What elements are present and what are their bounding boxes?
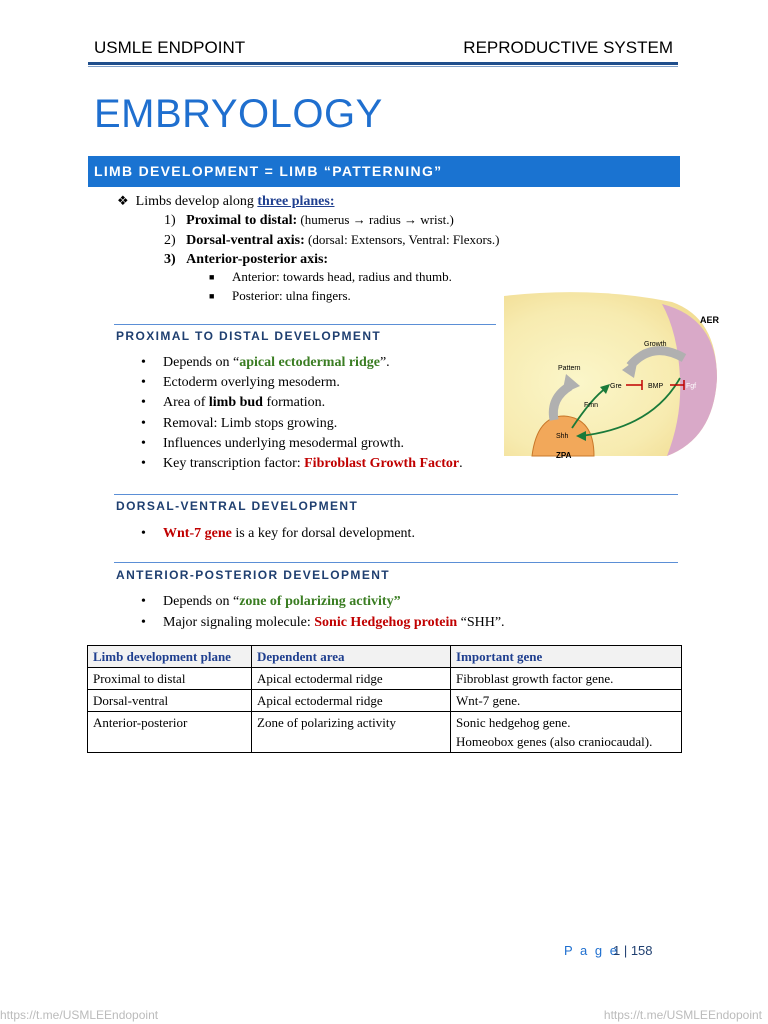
section-rule (114, 494, 678, 495)
zpa-label: ZPA (556, 451, 572, 460)
table-header-row (88, 646, 682, 668)
page-word: P a g e (564, 943, 619, 958)
table-cell: Apical ectodermal ridge (252, 690, 451, 712)
ap-bullet-1: Depends on “zone of polarizing activity” (163, 594, 401, 609)
bullet-icon: • (141, 526, 146, 541)
pd-heading: PROXIMAL TO DISTAL DEVELOPMENT (116, 329, 382, 343)
table-row (88, 668, 682, 690)
table-cell: Zone of polarizing activity (252, 712, 451, 753)
bmp-label: BMP (648, 383, 664, 390)
table-cell: Sonic hedgehog gene. Homeobox genes (also craniocaudal). (451, 712, 682, 753)
table-row (88, 690, 682, 712)
pd-bullet-1: Depends on “apical ectodermal ridge”. (163, 355, 390, 370)
table-cell: Apical ectodermal ridge (252, 668, 451, 690)
aer-label: AER (700, 315, 720, 325)
table-cell: Dorsal-ventral (88, 690, 252, 712)
section-rule (114, 324, 496, 325)
section-rule (114, 562, 678, 563)
table-header: Limb development plane (88, 646, 252, 668)
table-row (88, 712, 682, 753)
bullet-icon: • (141, 375, 146, 390)
plane-item-2: 2) Dorsal-ventral axis: (dorsal: Extensors, Ventral: Flexors.) (164, 232, 500, 248)
watermark-right[interactable]: https://t.me/USMLEEndopoint (603, 1008, 762, 1022)
diamond-bullet-icon: ❖ (117, 193, 129, 208)
growth-label: Growth (644, 341, 667, 348)
table-cell: Proximal to distal (88, 668, 252, 690)
plane-item-1: 1) Proximal to distal: (humerus → radius → wrist.) (164, 212, 454, 228)
bullet-icon: • (141, 594, 146, 609)
header-rule-thin (88, 66, 678, 67)
intro-line: ❖ Limbs develop along three planes: (117, 193, 335, 209)
section-banner: LIMB DEVELOPMENT = LIMB “PATTERNING” (88, 156, 680, 187)
limb-bud-diagram (502, 288, 732, 463)
bullet-icon: • (141, 355, 146, 370)
pd-bullet-4: Removal: Limb stops growing. (163, 416, 338, 431)
header-left: USMLE ENDPOINT (94, 38, 246, 57)
table-header: Dependent area (252, 646, 451, 668)
bullet-icon: • (141, 416, 146, 431)
fmn-label: Fmn (584, 402, 598, 409)
table-cell: Fibroblast growth factor gene. (451, 668, 682, 690)
dv-bullet-1: Wnt-7 gene is a key for dorsal development. (163, 526, 415, 541)
bullet-icon: • (141, 395, 146, 410)
table-cell: Wnt-7 gene. (451, 690, 682, 712)
subitem-anterior: Anterior: towards head, radius and thumb. (232, 269, 452, 284)
gre-label: Gre (610, 383, 622, 390)
fgf-label: Fgf (686, 383, 697, 390)
pattern-label: Pattern (558, 365, 581, 372)
bullet-icon: • (141, 615, 146, 630)
pd-bullet-2: Ectoderm overlying mesoderm. (163, 375, 340, 390)
table-header: Important gene (451, 646, 682, 668)
header-right: REPRODUCTIVE SYSTEM (463, 38, 673, 57)
shh-label: Shh (556, 433, 569, 440)
page-number: 1 | 158 (613, 943, 653, 958)
watermark-left[interactable]: https://t.me/USMLEEndopoint (0, 1008, 159, 1022)
square-bullet-icon: ■ (209, 272, 215, 282)
table-cell: Anterior-posterior (88, 712, 252, 753)
bullet-icon: • (141, 436, 146, 451)
subitem-posterior: Posterior: ulna fingers. (232, 288, 351, 303)
three-planes-link[interactable]: three planes: (257, 194, 335, 209)
dv-heading: DORSAL-VENTRAL DEVELOPMENT (116, 499, 359, 513)
plane-item-3: 3) Anterior-posterior axis: (164, 252, 329, 267)
limb-development-table (87, 645, 682, 753)
pd-bullet-3: Area of limb bud formation. (163, 395, 326, 410)
square-bullet-icon: ■ (209, 291, 215, 301)
header-rule (88, 62, 678, 65)
page-title: EMBRYOLOGY (94, 92, 383, 136)
ap-bullet-2: Major signaling molecule: Sonic Hedgehog protein “SHH”. (163, 615, 505, 630)
ap-heading: ANTERIOR-POSTERIOR DEVELOPMENT (116, 568, 391, 582)
bullet-icon: • (141, 456, 146, 471)
pd-bullet-5: Influences underlying mesodermal growth. (163, 436, 405, 451)
pd-bullet-6: Key transcription factor: Fibroblast Growth Factor. (163, 456, 463, 471)
